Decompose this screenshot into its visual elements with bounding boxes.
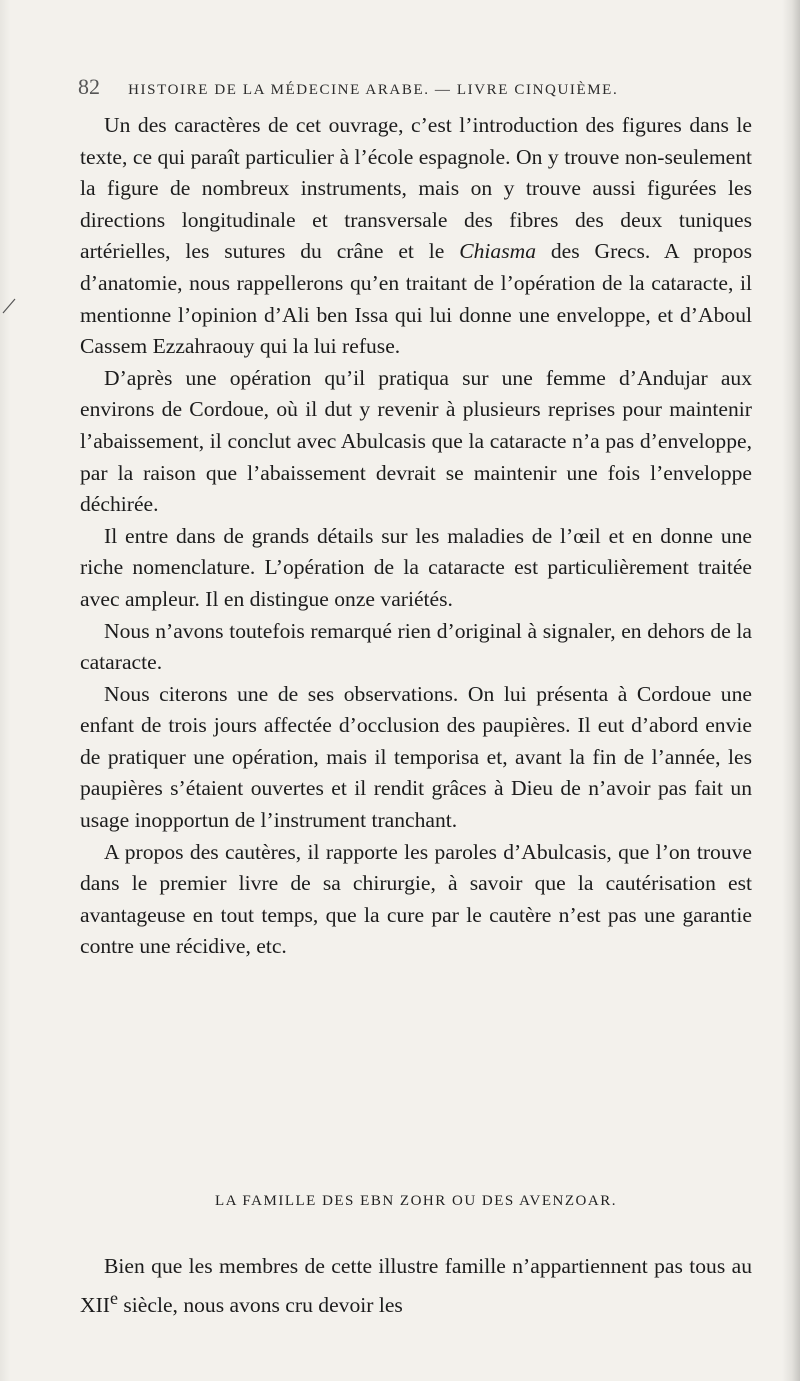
paragraph-6: A propos des cautères, il rapporte les paroles d’Abulcasis, que l’on trouve dans le premier livre de sa chirurgie, à savoir que la cautérisation est avantageuse en tout temps, que la cure par le cautère n’est pas une garantie contre une récidive, etc. [80,839,752,959]
century-superscript: e [109,1287,118,1308]
paragraph-1-part-2: des Grecs. A propos d’anatomie, nous rappellerons qu’en traitant de l’opération de la cataracte, il mentionne l’opinion d’Ali ben Issa qui lui donne une enveloppe, et d’Aboul Cassem Ezzahraouy qui la lui refuse. [80,239,752,359]
paragraph-1 [80,110,752,363]
section-heading: LA FAMILLE DES EBN ZOHR OU DES AVENZOAR. [215,1193,617,1209]
running-title: HISTOIRE DE LA MÉDECINE ARABE. — LIVRE CINQUIÈME. [128,82,619,98]
section-text [80,1251,752,1321]
running-head [78,74,758,100]
paragraph-2: D’après une opération qu’il pratiqua sur une femme d’Andujar aux environs de Cordoue, où il dut y revenir à plusieurs reprises pour maintenir l’abaissement, il conclut avec Abulcasis que la cataracte n’a pas d’enveloppe, par la raison que l’abaissement devrait se maintenir une fois l’enveloppe déchirée. [80,365,752,517]
paragraph-1-part-1: Un des caractères de cet ouvrage, c’est l’introduction des figures dans le texte, ce qui paraît particulier à l’école espagnole. On y trouve non-seulement la figure de nombreux instruments, mais on y trouve aussi figurées les directions longitudinale et transversale des fibres des deux tuniques artérielles, les sutures du crâne et le [80,113,752,264]
margin-pencil-mark [2,298,16,314]
section-opening-part-1: Bien que les membres de cette illustre famille n’appartiennent pas tous au XII [80,1254,752,1317]
section-opening-paragraph [80,1251,752,1321]
page-right-shadow [782,0,800,1381]
paragraph-5: Nous citerons une de ses observations. On lui présenta à Cordoue une enfant de trois jours affectée d’occlusion des paupières. Il eut d’abord envie de pratiquer une opération, mais il temporisa et, avant la fin de l’année, les paupières s’étaient ouvertes et il rendit grâces à Dieu de n’avoir pas fait un usage inopportun de l’instrument tranchant. [80,681,752,833]
paragraph-1-italic: Chiasma [459,239,537,264]
section-opening-part-2: siècle, nous avons cru devoir les [117,1292,403,1317]
paragraph-3: Il entre dans de grands détails sur les maladies de l’œil et en donne une riche nomenclature. L’opération de la cataracte est particulièrement traitée avec ampleur. Il en distingue onze variétés. [80,523,752,611]
page-number: 82 [78,74,100,99]
page-left-shadow [0,0,10,1381]
paragraph-4: Nous n’avons toutefois remarqué rien d’original à signaler, en dehors de la cataracte. [80,618,752,675]
main-text [80,110,752,963]
